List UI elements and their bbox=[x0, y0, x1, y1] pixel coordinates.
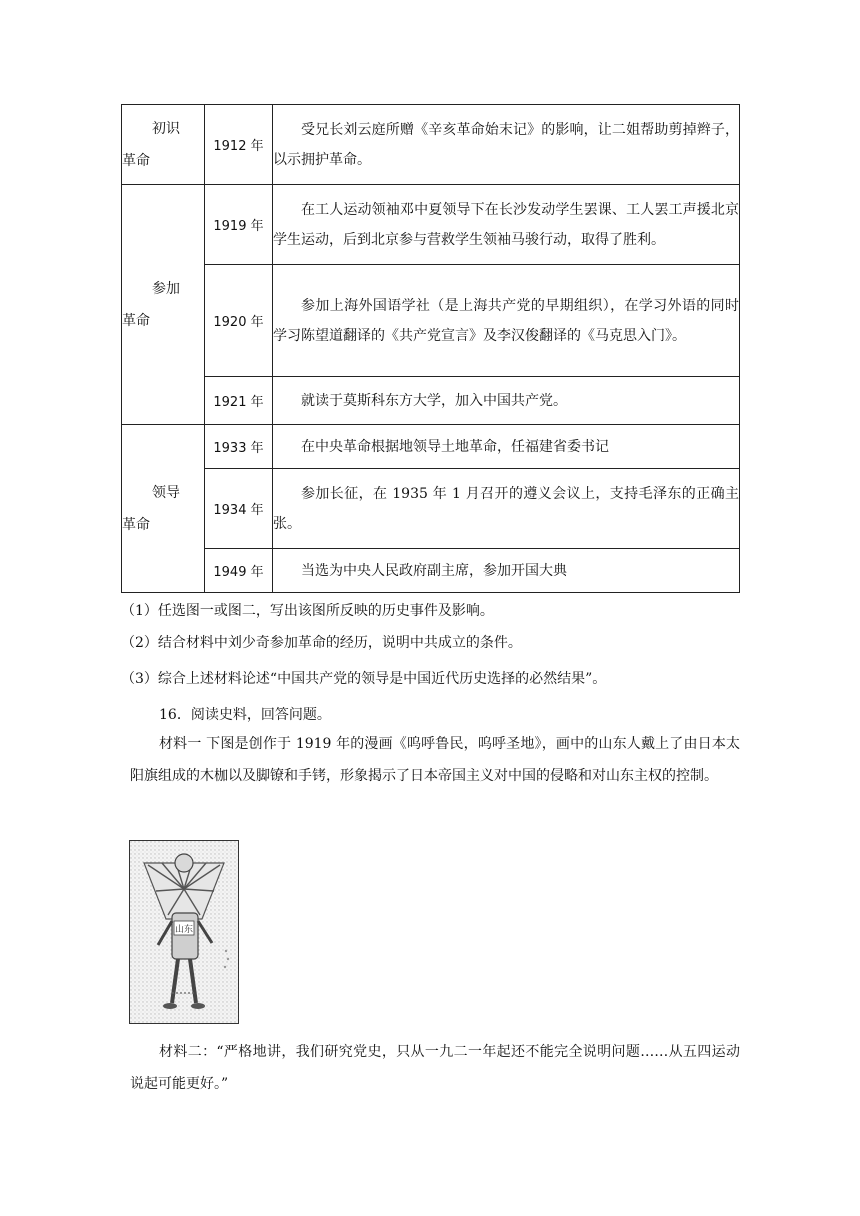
stage-cell: 参加 革命 bbox=[122, 185, 205, 425]
year-cell: 1934 年 bbox=[205, 469, 273, 549]
question-2: （2）结合材料中刘少奇参加革命的经历，说明中共成立的条件。 bbox=[121, 635, 522, 651]
question-1: （1）任选图一或图二，写出该图所反映的历史事件及影响。 bbox=[121, 603, 494, 619]
cartoon-figure bbox=[129, 840, 239, 1024]
year-cell: 1921 年 bbox=[205, 377, 273, 425]
description-cell: 就读于莫斯科东方大学，加入中国共产党。 bbox=[273, 377, 740, 425]
table-row bbox=[122, 549, 740, 593]
year-cell: 1933 年 bbox=[205, 425, 273, 469]
shandong-label: 山东 bbox=[174, 925, 194, 935]
year-cell: 1912 年 bbox=[205, 105, 273, 185]
table-row bbox=[122, 469, 740, 549]
cartoon-illustration bbox=[130, 841, 238, 1023]
table-row bbox=[122, 425, 740, 469]
table-row bbox=[122, 377, 740, 425]
liu-shaoqi-timeline-table bbox=[121, 104, 740, 593]
stage-cell: 初识 革命 bbox=[122, 105, 205, 185]
description-cell: 参加上海外国语学社（是上海共产党的早期组织），在学习外语的同时学习陈望道翻译的《共产党宣言》及李汉俊翻译的《马克思入门》。 bbox=[273, 265, 740, 377]
table-row bbox=[122, 265, 740, 377]
stage-cell: 领导 革命 bbox=[122, 425, 205, 593]
table-row bbox=[122, 105, 740, 185]
description-cell: 在工人运动领袖邓中夏领导下在长沙发动学生罢课、工人罢工声援北京学生运动，后到北京参与营救学生领袖马骏行动，取得了胜利。 bbox=[273, 185, 740, 265]
question-3: （3）综合上述材料论述“中国共产党的领导是中国近代历史选择的必然结果”。 bbox=[121, 671, 607, 687]
description-cell: 在中央革命根据地领导土地革命，任福建省委书记 bbox=[273, 425, 740, 469]
year-cell: 1949 年 bbox=[205, 549, 273, 593]
material-1: 材料一 下图是创作于 1919 年的漫画《呜呼鲁民，呜呼圣地》，画中的山东人戴上了由日本太阳旗组成的木枷以及脚镣和手铐，形象揭示了日本帝国主义对中国的侵略和对山东主权的控制。 bbox=[130, 736, 740, 784]
description-cell: 参加长征，在 1935 年 1 月召开的遵义会议上，支持毛泽东的正确主张。 bbox=[273, 469, 740, 549]
material-2: 材料二：“严格地讲，我们研究党史，只从一九二一年起还不能完全说明问题……从五四运动说起可能更好。” bbox=[130, 1044, 740, 1092]
year-cell: 1920 年 bbox=[205, 265, 273, 377]
description-cell: 当选为中央人民政府副主席，参加开国大典 bbox=[273, 549, 740, 593]
year-cell: 1919 年 bbox=[205, 185, 273, 265]
table-row bbox=[122, 185, 740, 265]
question-16-title: 16．阅读史料，回答问题。 bbox=[159, 707, 331, 723]
description-cell: 受兄长刘云庭所赠《辛亥革命始末记》的影响，让二姐帮助剪掉辫子，以示拥护革命。 bbox=[273, 105, 740, 185]
